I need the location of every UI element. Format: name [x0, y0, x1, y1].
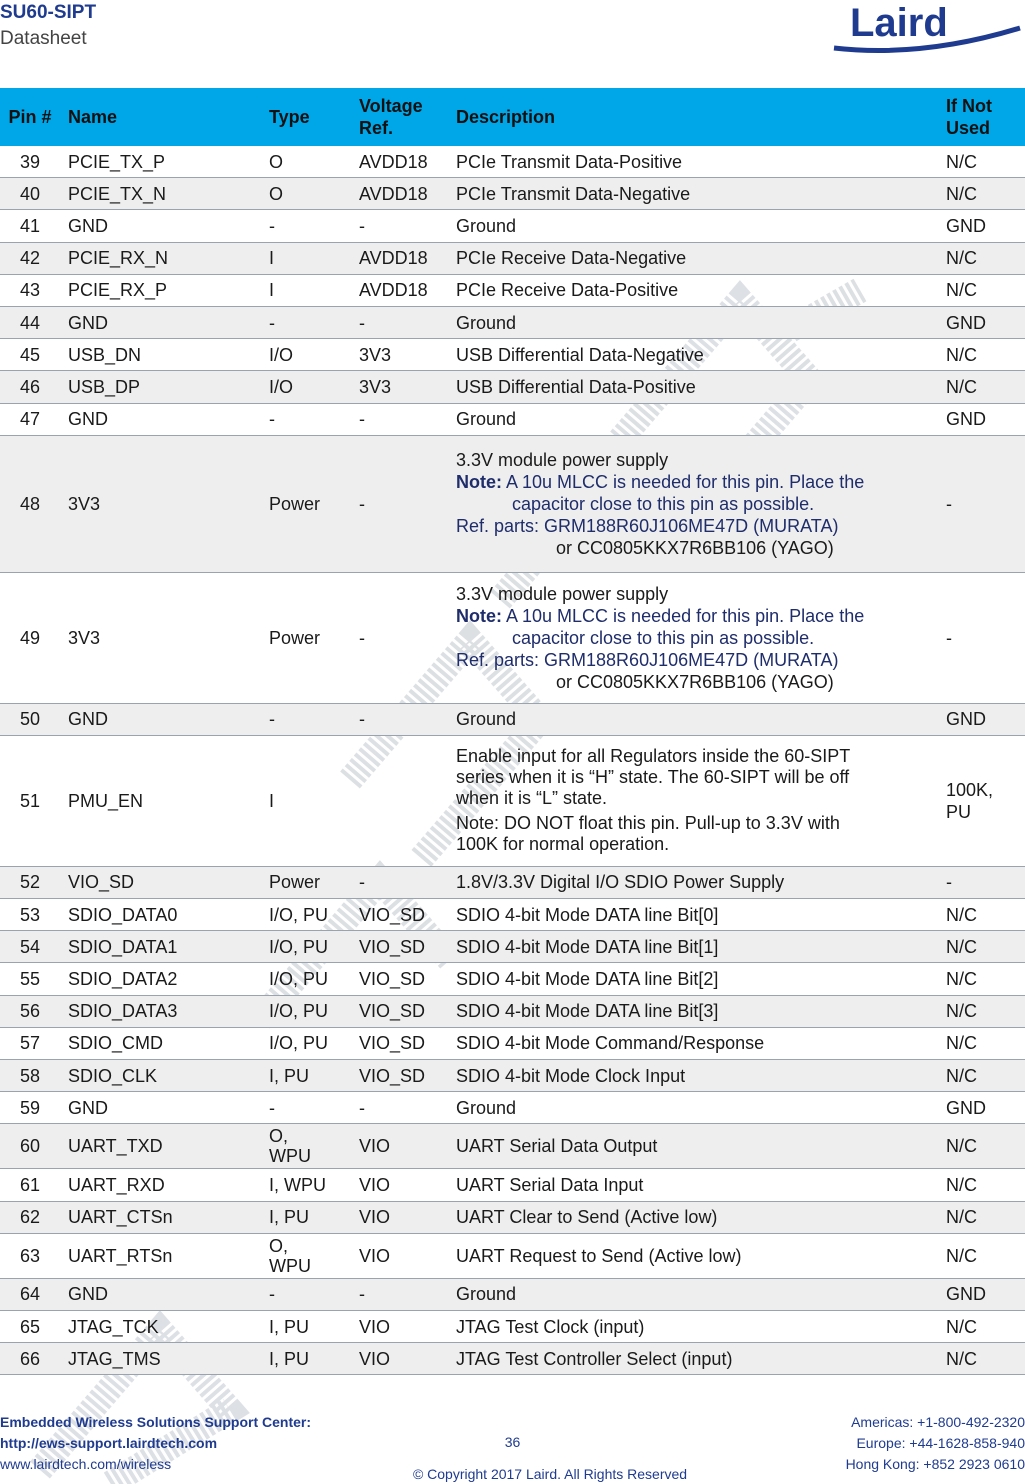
description-line: Enable input for all Regulators inside the 60-SIPT — [456, 746, 851, 767]
page-number: 36 — [504, 1434, 521, 1450]
pin-type: I/O, PU — [261, 931, 351, 963]
pin-if-not-used: N/C — [938, 1233, 1025, 1278]
pin-voltage: - — [351, 1278, 448, 1310]
pin-voltage: VIO — [351, 1169, 448, 1201]
column-header-description: Description — [448, 88, 938, 146]
pin-voltage: VIO — [351, 1233, 448, 1278]
pin-voltage: AVDD18 — [351, 242, 448, 274]
pin-name: GND — [60, 703, 261, 735]
pin-description: UART Serial Data Input — [448, 1169, 938, 1201]
pin-number: 58 — [0, 1060, 60, 1092]
table-row — [0, 931, 1025, 963]
pin-number: 42 — [0, 242, 60, 274]
pin-description: Ground — [448, 1092, 938, 1124]
pin-if-not-used: GND — [938, 703, 1025, 735]
pin-name: USB_DP — [60, 371, 261, 403]
pin-name: PCIE_TX_N — [60, 178, 261, 210]
pin-number: 44 — [0, 306, 60, 338]
pin-if-not-used: GND — [938, 210, 1025, 242]
pin-if-not-used: - — [938, 572, 1025, 703]
pin-if-not-used: N/C — [938, 146, 1025, 178]
pin-description: PCIe Receive Data-Positive — [448, 274, 938, 306]
pin-type: I, PU — [261, 1343, 351, 1375]
pin-voltage: - — [351, 435, 448, 572]
table-row — [0, 899, 1025, 931]
pin-type: I, PU — [261, 1310, 351, 1342]
pin-if-not-used: N/C — [938, 1060, 1025, 1092]
pin-voltage: AVDD18 — [351, 146, 448, 178]
pin-type: I/O — [261, 339, 351, 371]
pin-name: SDIO_CMD — [60, 1027, 261, 1059]
pin-voltage: 3V3 — [351, 339, 448, 371]
pin-description: Ground — [448, 210, 938, 242]
pin-description: SDIO 4-bit Mode DATA line Bit[3] — [448, 995, 938, 1027]
pin-if-not-used: GND — [938, 1092, 1025, 1124]
pin-number: 39 — [0, 146, 60, 178]
pin-number: 66 — [0, 1343, 60, 1375]
pin-description — [448, 572, 938, 703]
note-continuation: capacitor close to this pin as possible. — [512, 493, 815, 514]
table-row — [0, 735, 1025, 866]
pin-voltage: VIO — [351, 1124, 448, 1169]
laird-logo — [832, 0, 1022, 58]
pin-name: 3V3 — [60, 435, 261, 572]
pin-voltage: VIO_SD — [351, 995, 448, 1027]
pin-description: SDIO 4-bit Mode DATA line Bit[2] — [448, 963, 938, 995]
pin-name: UART_CTSn — [60, 1201, 261, 1233]
pin-type: O — [261, 146, 351, 178]
table-row — [0, 1027, 1025, 1059]
table-row — [0, 435, 1025, 572]
table-row — [0, 1124, 1025, 1169]
pin-description: JTAG Test Clock (input) — [448, 1310, 938, 1342]
pin-type — [261, 1124, 351, 1169]
table-row — [0, 1201, 1025, 1233]
pin-number: 55 — [0, 963, 60, 995]
if-not-used-line: 100K, — [946, 779, 994, 800]
pin-description: UART Serial Data Output — [448, 1124, 938, 1169]
pin-if-not-used: N/C — [938, 995, 1025, 1027]
pin-type: - — [261, 1092, 351, 1124]
table-row — [0, 1278, 1025, 1310]
pin-voltage: - — [351, 1092, 448, 1124]
copyright: © Copyright 2017 Laird. All Rights Reserved — [412, 1466, 688, 1482]
table-row — [0, 178, 1025, 210]
pin-name: GND — [60, 1278, 261, 1310]
table-row — [0, 242, 1025, 274]
ref-parts-alternate: or CC0805KKX7R6BB106 (YAGO) — [556, 671, 834, 692]
pin-if-not-used: - — [938, 866, 1025, 898]
note-line — [456, 471, 930, 493]
pin-number: 52 — [0, 866, 60, 898]
pin-number: 56 — [0, 995, 60, 1027]
pin-number: 40 — [0, 178, 60, 210]
pin-name: JTAG_TMS — [60, 1343, 261, 1375]
pin-voltage: AVDD18 — [351, 274, 448, 306]
table-row — [0, 1060, 1025, 1092]
pin-name: USB_DN — [60, 339, 261, 371]
pin-type: Power — [261, 866, 351, 898]
pin-if-not-used: N/C — [938, 1201, 1025, 1233]
pin-description — [448, 735, 938, 866]
pin-type: Power — [261, 572, 351, 703]
pin-description: USB Differential Data-Positive — [448, 371, 938, 403]
pin-type: I — [261, 274, 351, 306]
pin-voltage: - — [351, 866, 448, 898]
if-not-used-line: PU — [946, 801, 972, 822]
pin-number: 50 — [0, 703, 60, 735]
pin-type: I, PU — [261, 1201, 351, 1233]
table-row — [0, 146, 1025, 178]
table-row — [0, 1092, 1025, 1124]
pin-if-not-used: N/C — [938, 371, 1025, 403]
phone-europe: Europe: +44-1628-858-940 — [856, 1435, 1025, 1451]
pin-voltage: VIO_SD — [351, 963, 448, 995]
pin-number: 61 — [0, 1169, 60, 1201]
note-text: A 10u MLCC is needed for this pin. Place the — [502, 605, 865, 626]
pin-name: PMU_EN — [60, 735, 261, 866]
pin-description: Ground — [448, 306, 938, 338]
note-line — [456, 605, 930, 627]
pin-number: 43 — [0, 274, 60, 306]
pin-number: 48 — [0, 435, 60, 572]
regional-phone-numbers — [846, 1412, 1025, 1475]
note-continuation: capacitor close to this pin as possible. — [512, 627, 815, 648]
pin-name: GND — [60, 210, 261, 242]
pin-if-not-used — [938, 735, 1025, 866]
document-title: SU60-SIPT — [0, 2, 97, 23]
pin-number: 45 — [0, 339, 60, 371]
pin-name: PCIE_TX_P — [60, 146, 261, 178]
pin-type-line: O, — [269, 1235, 289, 1256]
pin-voltage: VIO_SD — [351, 899, 448, 931]
pin-if-not-used: N/C — [938, 1124, 1025, 1169]
pin-type: - — [261, 306, 351, 338]
pin-type: I — [261, 242, 351, 274]
pin-voltage: 3V3 — [351, 371, 448, 403]
description-line: 100K for normal operation. — [456, 834, 670, 855]
pin-if-not-used: GND — [938, 1278, 1025, 1310]
pin-type-line: WPU — [269, 1255, 311, 1276]
pin-type: Power — [261, 435, 351, 572]
pin-if-not-used: N/C — [938, 339, 1025, 371]
phone-americas: Americas: +1-800-492-2320 — [851, 1414, 1025, 1430]
pin-name: SDIO_DATA0 — [60, 899, 261, 931]
pin-if-not-used: N/C — [938, 1310, 1025, 1342]
table-row — [0, 339, 1025, 371]
pin-voltage: - — [351, 703, 448, 735]
pin-number: 63 — [0, 1233, 60, 1278]
pin-description: SDIO 4-bit Mode Clock Input — [448, 1060, 938, 1092]
pin-type: I/O, PU — [261, 995, 351, 1027]
pin-type: I, WPU — [261, 1169, 351, 1201]
pin-type-line: O, — [269, 1126, 289, 1147]
pin-description: USB Differential Data-Negative — [448, 339, 938, 371]
pin-description: JTAG Test Controller Select (input) — [448, 1343, 938, 1375]
pin-description: PCIe Transmit Data-Negative — [448, 178, 938, 210]
pin-voltage: VIO — [351, 1201, 448, 1233]
pin-voltage: - — [351, 306, 448, 338]
pin-description: UART Request to Send (Active low) — [448, 1233, 938, 1278]
pin-name: GND — [60, 1092, 261, 1124]
table-row — [0, 963, 1025, 995]
pin-number: 53 — [0, 899, 60, 931]
pin-name: 3V3 — [60, 572, 261, 703]
pin-type: - — [261, 1278, 351, 1310]
pin-number: 46 — [0, 371, 60, 403]
table-row — [0, 403, 1025, 435]
pin-if-not-used: GND — [938, 306, 1025, 338]
pin-type: O — [261, 178, 351, 210]
description-line: series when it is “H” state. The 60-SIPT will be off — [456, 767, 850, 788]
table-header-row — [0, 88, 1025, 146]
pin-description: SDIO 4-bit Mode DATA line Bit[1] — [448, 931, 938, 963]
pin-description: UART Clear to Send (Active low) — [448, 1201, 938, 1233]
pin-type: I/O, PU — [261, 1027, 351, 1059]
pin-voltage: VIO_SD — [351, 1060, 448, 1092]
table-row — [0, 703, 1025, 735]
column-header-voltage: Voltage Ref. — [351, 88, 448, 146]
pin-voltage: AVDD18 — [351, 178, 448, 210]
logo-wordmark: Laird — [850, 1, 948, 45]
pin-name: SDIO_CLK — [60, 1060, 261, 1092]
pin-voltage: - — [351, 572, 448, 703]
pin-name: UART_TXD — [60, 1124, 261, 1169]
table-row — [0, 1310, 1025, 1342]
pin-if-not-used: N/C — [938, 1027, 1025, 1059]
pin-number: 49 — [0, 572, 60, 703]
document-subtitle: Datasheet — [0, 28, 87, 49]
ref-parts: Ref. parts: GRM188R60J106ME47D (MURATA) — [456, 649, 839, 670]
pin-if-not-used: N/C — [938, 178, 1025, 210]
pin-voltage: VIO_SD — [351, 1027, 448, 1059]
pin-name: PCIE_RX_N — [60, 242, 261, 274]
pin-number: 65 — [0, 1310, 60, 1342]
pin-if-not-used: GND — [938, 403, 1025, 435]
pin-type-line: WPU — [269, 1146, 311, 1167]
pin-description: PCIe Receive Data-Negative — [448, 242, 938, 274]
pin-name: SDIO_DATA2 — [60, 963, 261, 995]
support-link[interactable]: http://ews-support.lairdtech.com — [0, 1435, 218, 1451]
phone-hongkong: Hong Kong: +852 2923 0610 — [845, 1456, 1025, 1472]
pin-if-not-used: N/C — [938, 963, 1025, 995]
column-header-if-not-used: If Not Used — [938, 88, 1025, 146]
pin-if-not-used: N/C — [938, 242, 1025, 274]
description-line: 3.3V module power supply — [456, 583, 669, 604]
pin-name: SDIO_DATA1 — [60, 931, 261, 963]
pin-voltage: VIO — [351, 1310, 448, 1342]
pin-description: SDIO 4-bit Mode DATA line Bit[0] — [448, 899, 938, 931]
table-row — [0, 371, 1025, 403]
pin-type: I, PU — [261, 1060, 351, 1092]
support-title: Embedded Wireless Solutions Support Center: — [0, 1414, 312, 1430]
description-line: Note: DO NOT float this pin. Pull-up to 3.3V with — [456, 813, 840, 834]
pin-description: 1.8V/3.3V Digital I/O SDIO Power Supply — [448, 866, 938, 898]
pin-name: PCIE_RX_P — [60, 274, 261, 306]
pin-name: GND — [60, 306, 261, 338]
table-row — [0, 1343, 1025, 1375]
website-link[interactable]: www.lairdtech.com/wireless — [0, 1456, 172, 1472]
pin-voltage: VIO — [351, 1343, 448, 1375]
pin-name: UART_RTSn — [60, 1233, 261, 1278]
pin-description: Ground — [448, 403, 938, 435]
pin-number: 41 — [0, 210, 60, 242]
table-row — [0, 210, 1025, 242]
pin-if-not-used: N/C — [938, 1343, 1025, 1375]
pin-type: I/O, PU — [261, 963, 351, 995]
pin-type: I/O — [261, 371, 351, 403]
pin-type: I/O, PU — [261, 899, 351, 931]
pin-number: 59 — [0, 1092, 60, 1124]
description-line: 3.3V module power supply — [456, 449, 669, 470]
ref-parts: Ref. parts: GRM188R60J106ME47D (MURATA) — [456, 515, 839, 536]
pin-type — [261, 1233, 351, 1278]
pin-number: 62 — [0, 1201, 60, 1233]
page-header — [0, 0, 1025, 80]
pin-voltage: VIO_SD — [351, 931, 448, 963]
page-footer — [0, 1410, 1025, 1484]
pin-number: 47 — [0, 403, 60, 435]
pin-description: Ground — [448, 1278, 938, 1310]
pin-name: GND — [60, 403, 261, 435]
table-row — [0, 306, 1025, 338]
pin-name: VIO_SD — [60, 866, 261, 898]
column-header-pin: Pin # — [0, 88, 60, 146]
pin-voltage — [351, 735, 448, 866]
table-row — [0, 1169, 1025, 1201]
pin-name: JTAG_TCK — [60, 1310, 261, 1342]
pin-if-not-used: - — [938, 435, 1025, 572]
pin-type: - — [261, 703, 351, 735]
pin-name: UART_RXD — [60, 1169, 261, 1201]
pin-if-not-used: N/C — [938, 274, 1025, 306]
pin-name: SDIO_DATA3 — [60, 995, 261, 1027]
note-label: Note: — [456, 605, 502, 626]
pin-description: Ground — [448, 703, 938, 735]
pin-type: - — [261, 403, 351, 435]
table-row — [0, 995, 1025, 1027]
pin-if-not-used: N/C — [938, 899, 1025, 931]
pin-number: 51 — [0, 735, 60, 866]
pin-number: 54 — [0, 931, 60, 963]
table-row — [0, 572, 1025, 703]
table-row — [0, 866, 1025, 898]
column-header-name: Name — [60, 88, 261, 146]
pin-description: SDIO 4-bit Mode Command/Response — [448, 1027, 938, 1059]
pin-description — [448, 435, 938, 572]
column-header-type: Type — [261, 88, 351, 146]
pin-definition-table — [0, 88, 1025, 1375]
note-label: Note: — [456, 471, 502, 492]
pin-voltage: - — [351, 403, 448, 435]
pin-type: I — [261, 735, 351, 866]
description-line: when it is “L” state. — [456, 788, 608, 809]
pin-number: 60 — [0, 1124, 60, 1169]
pin-number: 64 — [0, 1278, 60, 1310]
pin-if-not-used: N/C — [938, 931, 1025, 963]
ref-parts-alternate: or CC0805KKX7R6BB106 (YAGO) — [556, 537, 834, 558]
pin-voltage: - — [351, 210, 448, 242]
table-row — [0, 1233, 1025, 1278]
pin-number: 57 — [0, 1027, 60, 1059]
note-text: A 10u MLCC is needed for this pin. Place the — [502, 471, 865, 492]
pin-type: - — [261, 210, 351, 242]
table-row — [0, 274, 1025, 306]
pin-description: PCIe Transmit Data-Positive — [448, 146, 938, 178]
pin-if-not-used: N/C — [938, 1169, 1025, 1201]
